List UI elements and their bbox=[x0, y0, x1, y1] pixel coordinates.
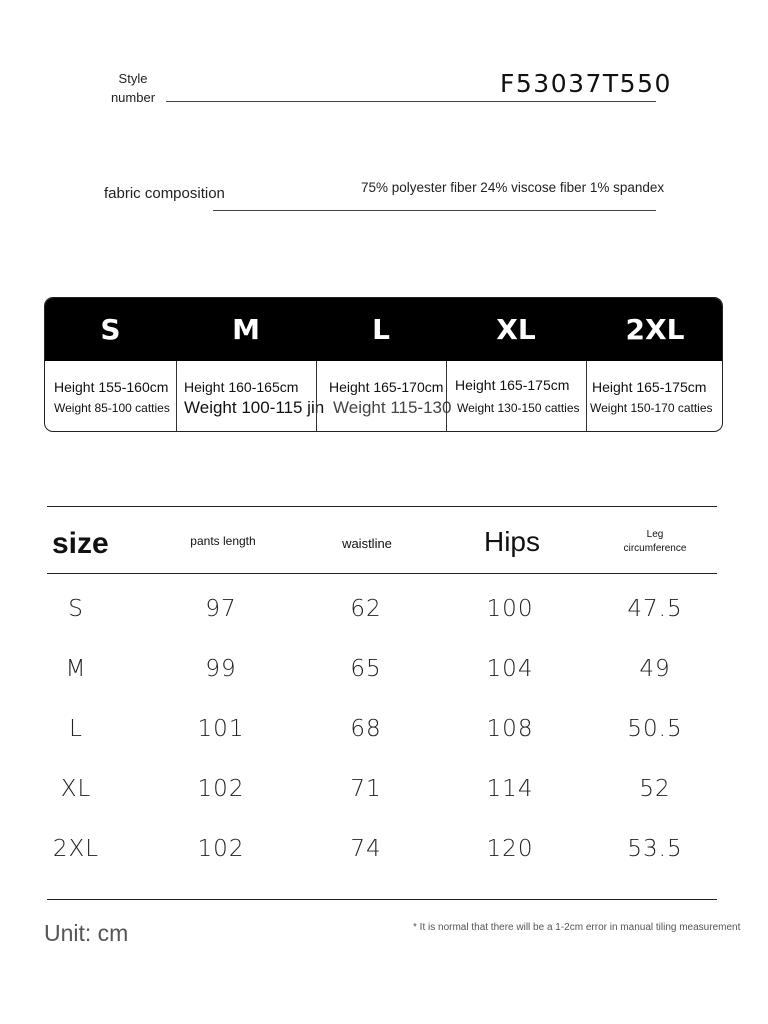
column-header-hips: Hips bbox=[483, 526, 540, 557]
cell-leg-circumference: 52 bbox=[639, 776, 671, 802]
size-height: Height 160-165cm bbox=[184, 379, 299, 395]
size-weight: Weight 130-150 catties bbox=[457, 401, 580, 415]
style-number-label bbox=[108, 69, 158, 107]
fabric-composition-underline bbox=[213, 210, 656, 211]
cell-size: 2XL bbox=[52, 836, 100, 862]
cell-waistline: 71 bbox=[350, 776, 382, 802]
size-height: Height 165-175cm bbox=[592, 379, 707, 395]
size-weight: Weight 150-170 catties bbox=[590, 401, 713, 415]
cell-size: XL bbox=[60, 776, 92, 802]
table-row bbox=[0, 656, 768, 716]
column-header-pants-length: pants length bbox=[190, 534, 256, 548]
cell-leg-circumference: 53.5 bbox=[627, 836, 683, 862]
cell-size: L bbox=[69, 716, 83, 742]
style-number-underline bbox=[166, 101, 656, 102]
column-header-size: size bbox=[52, 527, 109, 560]
size-cell-s bbox=[45, 361, 176, 431]
cell-waistline: 65 bbox=[350, 656, 382, 682]
size-weight: Weight 115-130 bbox=[333, 398, 452, 417]
size-cell-l bbox=[316, 361, 452, 431]
size-guide-header bbox=[45, 298, 722, 361]
style-label-line1: Style bbox=[118, 71, 148, 86]
cell-leg-circumference: 49 bbox=[639, 656, 671, 682]
column-header-leg-circumference bbox=[610, 528, 700, 556]
size-header-m: M bbox=[232, 313, 260, 346]
cell-pants-length: 102 bbox=[197, 776, 245, 802]
style-label-line2: number bbox=[110, 90, 156, 105]
column-header-waistline: waistline bbox=[342, 536, 392, 551]
cell-leg-circumference: 47.5 bbox=[627, 596, 683, 622]
cell-hips: 114 bbox=[486, 776, 534, 802]
size-weight: Weight 85-100 catties bbox=[54, 401, 170, 415]
size-weight: Weight 100-115 jin bbox=[184, 398, 325, 417]
cell-hips: 104 bbox=[486, 656, 534, 682]
cell-hips: 120 bbox=[486, 836, 534, 862]
size-cell-2xl bbox=[586, 361, 723, 431]
table-row bbox=[0, 596, 768, 656]
size-header-s: S bbox=[100, 313, 121, 346]
size-header-2xl: 2XL bbox=[625, 313, 685, 346]
measurement-error-note: * It is normal that there will be a 1-2cm error in manual tiling measurement bbox=[413, 922, 741, 933]
table-header-rule bbox=[47, 573, 717, 574]
fabric-composition-label: fabric composition bbox=[104, 185, 225, 202]
size-guide-box bbox=[44, 297, 723, 432]
size-height: Height 165-175cm bbox=[455, 377, 570, 393]
size-header-l: L bbox=[372, 313, 390, 346]
style-number-value: F53037T550 bbox=[500, 69, 672, 98]
cell-pants-length: 97 bbox=[205, 596, 237, 622]
cell-waistline: 74 bbox=[350, 836, 382, 862]
size-header-xl: XL bbox=[496, 313, 536, 346]
cell-hips: 100 bbox=[486, 596, 534, 622]
cell-size: M bbox=[65, 656, 87, 682]
table-top-rule bbox=[47, 506, 717, 507]
cell-leg-circumference: 50.5 bbox=[627, 716, 683, 742]
cell-pants-length: 102 bbox=[197, 836, 245, 862]
cell-waistline: 68 bbox=[350, 716, 382, 742]
size-height: Height 165-170cm bbox=[329, 379, 444, 395]
cell-pants-length: 99 bbox=[205, 656, 237, 682]
leg-header-line2: circumference bbox=[623, 543, 687, 554]
cell-hips: 108 bbox=[486, 716, 534, 742]
fabric-composition-value: 75% polyester fiber 24% viscose fiber 1% spandex bbox=[361, 180, 665, 195]
leg-header-line1: Leg bbox=[646, 529, 664, 540]
cell-size: S bbox=[68, 596, 84, 622]
size-height: Height 155-160cm bbox=[54, 379, 169, 395]
table-bottom-rule bbox=[47, 899, 717, 900]
table-row bbox=[0, 836, 768, 896]
size-cell-m bbox=[176, 361, 325, 431]
table-row bbox=[0, 776, 768, 836]
size-cell-xl bbox=[446, 361, 586, 431]
unit-label: Unit: cm bbox=[44, 920, 129, 946]
cell-waistline: 62 bbox=[350, 596, 382, 622]
table-row bbox=[0, 716, 768, 776]
cell-pants-length: 101 bbox=[197, 716, 245, 742]
